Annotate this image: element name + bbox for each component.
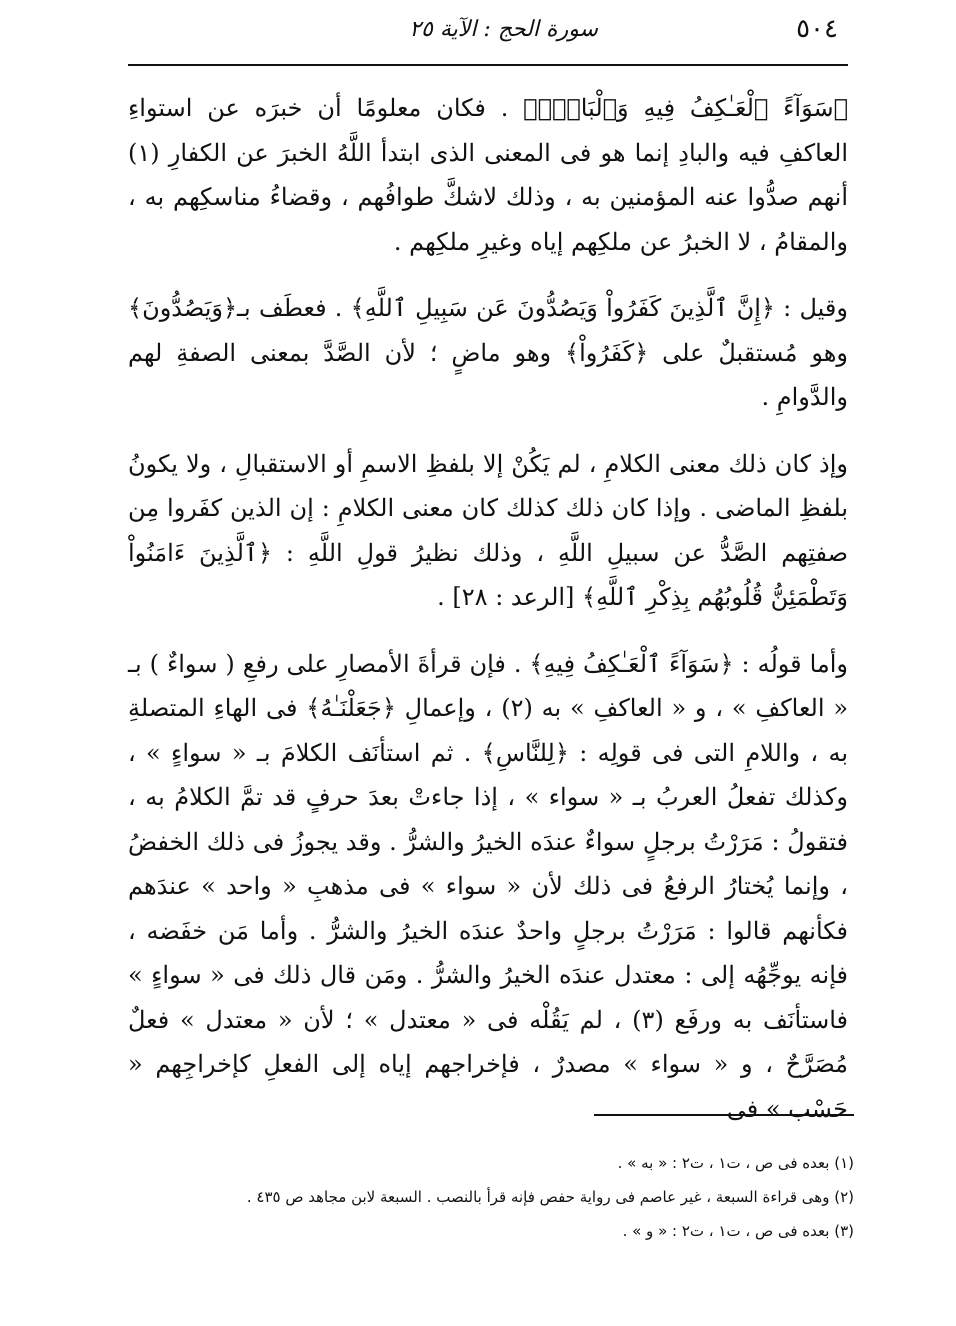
main-text xyxy=(128,86,848,1131)
footnote: (٢) وهى قراءة السبعة ، غير عاصم فى رواية حفص فإنه قرأ بالنصب . السبعة لابن مجاهد ص ٤٣٥ . xyxy=(246,1188,854,1206)
header-rule xyxy=(128,64,848,66)
page-header xyxy=(128,8,848,58)
running-title: سورة الحج : الآية ٢٥ xyxy=(409,17,598,42)
page-number: ٥٠٤ xyxy=(796,14,838,44)
paragraph: وقيل : ﴿إِنَّ ٱلَّذِينَ كَفَرُواْ وَيَصُدُّونَ عَن سَبِيلِ ٱللَّهِ﴾ . فعطَف بـ﴿وَيَصُدُّونَ﴾ وهو مُستقبلٌ على ﴿كَفَرُواْ﴾ وهو ماضٍ ؛ لأن الصَّدَّ بمعنى الصفةِ لهم والدَّوامِ . xyxy=(128,294,848,411)
paragraph: وإذ كان ذلك معنى الكلامِ ، لم يَكُنْ إلا بلفظِ الاسمِ أو الاستقبالِ ، ولا يكونُ بلفظِ الماضى . وإذا كان ذلك كذلك كان معنى الكلامِ : إن الذين كفَروا مِن صفتِهم الصَّدُّ عن سبيلِ اللَّهِ ، وذلك نظيرُ قولِ اللَّهِ : ﴿ٱلَّذِينَ ءَامَنُواْ وَتَطْمَئِنُّ قُلُوبُهُم بِذِكْرِ ٱللَّهِ﴾ [الرعد : ٢٨] . xyxy=(128,449,848,611)
footnotes xyxy=(128,1146,854,1248)
footnote: (١) بعده فى ص ، ت١ ، ت٢ : « به » . xyxy=(617,1154,854,1172)
paragraph: وأما قولُه : ﴿سَوَآءً ٱلْعَـٰكِفُ فِيهِ﴾ . فإن قرأةَ الأمصارِ على رفعِ ( سواءٌ ) بـ « العاكفِ » ، و « العاكفِ » به (٢) ، وإعمالِ ﴿جَعَلْنَـٰهُ﴾ فى الهاءِ المتصلةِ به ، واللامِ التى فى قولِه : ﴿لِلنَّاسِ﴾ . ثم استأنَف الكلامَ بـ « سواءٍ » ، وكذلك تفعلُ العربُ بـ « سواء » ، إذا جاءتْ بعدَ حرفٍ قد تمَّ الكلامُ به ، فتقولُ : مَرَرْتُ برجلٍ سواءٌ عندَه الخيرُ والشرُّ . وقد يجوزُ فى ذلك الخفضُ ، وإنما يُختارُ الرفعُ فى ذلك لأن « سواء » فى مذهبِ « واحد » عندَهم فكأنهم قالوا : مَرَرْتُ برجلٍ واحدٌ عندَه الخيرُ والشرُّ . وأما مَن خفَضه ، فإنه يوجِّهُه إلى : معتدل عندَه الخيرُ والشرُّ . ومَن قال ذلك فى « سواءٍ » فاستأنَف به ورفَع (٣) ، لم يَقُلْه فى « معتدل » ؛ لأن « معتدل » فعلٌ مُصَرَّحٌ ، و « سواء » مصدرٌ ، فإخراجهم إياه إلى الفعلِ كإخراجِهم « حَسْب » فى xyxy=(128,649,848,1123)
footnote: (٣) بعده فى ص ، ت١ ، ت٢ : « و » . xyxy=(622,1222,854,1240)
paragraph: ﴿سَوَآءً ٱلْعَـٰكِفُ فِيهِ وَٱلْبَادِۚ﴾ . فكان معلومًا أن خبرَه عن استواءِ العاكفِ فيه والبادِ إنما هو فى المعنى الذى ابتدأ اللَّهُ الخبرَ عن الكفارِ (١) أنهم صدُّوا عنه المؤمنين به ، وذلك لاشكَّ طوافُهم ، وقضاءُ مناسكِهم به ، والمقامُ ، لا الخبرُ عن ملكِهم إياه وغيرِ ملكِهم . xyxy=(128,94,848,256)
footnote-rule xyxy=(594,1114,854,1116)
